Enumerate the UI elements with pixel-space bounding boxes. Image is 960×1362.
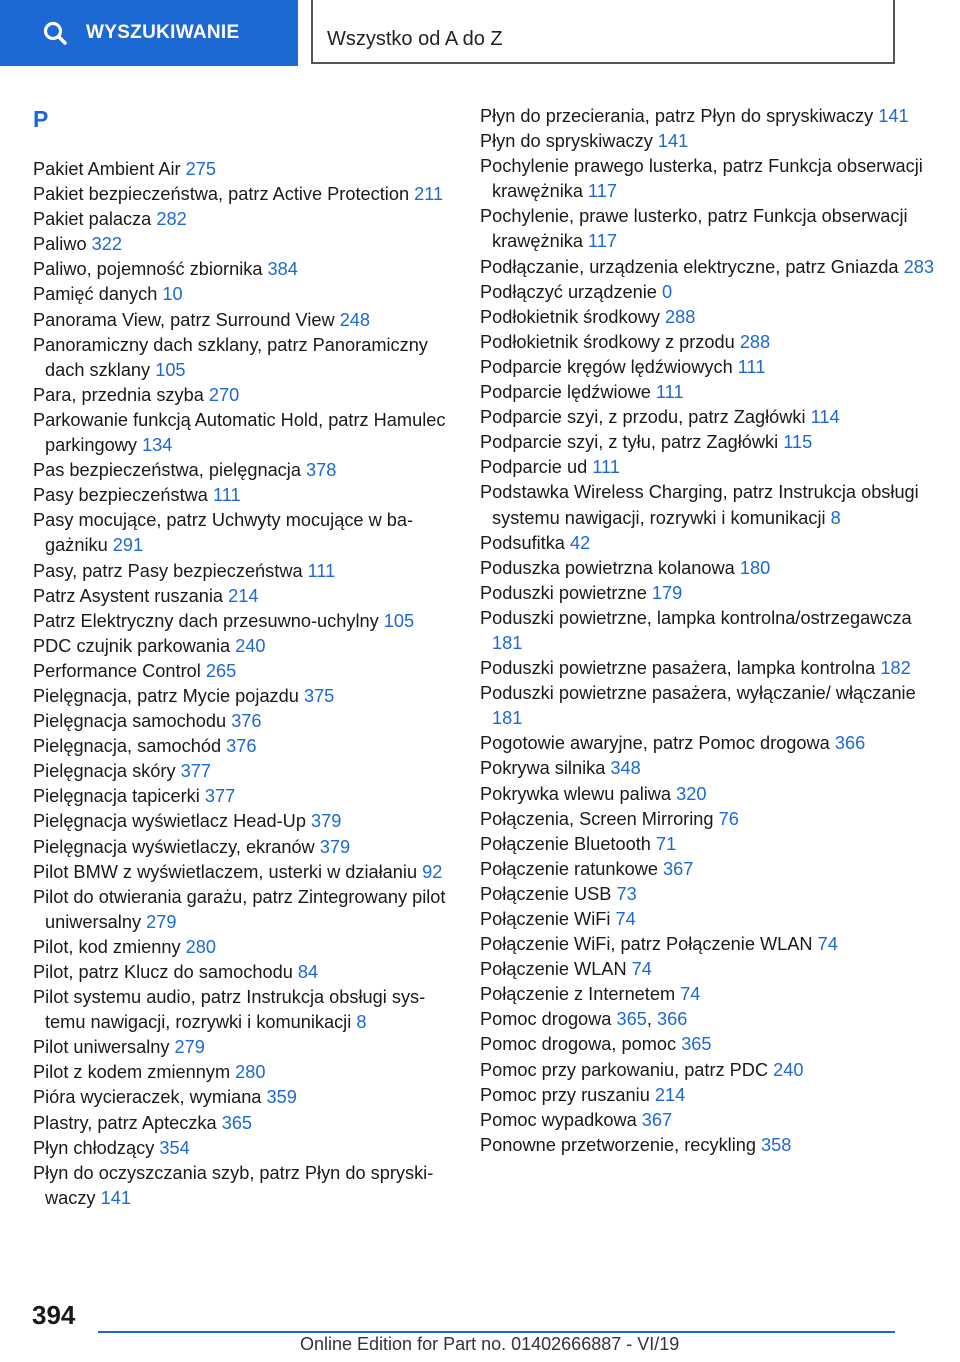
page-link[interactable]: 111 xyxy=(592,457,620,478)
index-entry xyxy=(480,782,935,807)
index-term: Pomoc przy ruszaniu xyxy=(480,1084,650,1105)
index-term: Pilot z kodem zmiennym xyxy=(33,1062,231,1083)
index-entry xyxy=(480,531,935,556)
index-term: Pilot, patrz Klucz do samochodu xyxy=(33,962,293,982)
search-tab-label: WYSZUKIWANIE xyxy=(86,22,240,43)
index-entry xyxy=(33,709,453,734)
index-entry xyxy=(480,832,935,857)
page-link[interactable]: 379 xyxy=(311,811,342,832)
index-term: Pilot uniwersalny xyxy=(33,1037,170,1058)
index-term: Pióra wycieraczek, wymiana xyxy=(33,1087,262,1108)
page-link[interactable]: 0 xyxy=(661,281,673,302)
index-term: Płyn do przecierania, patrz Płyn do spryskiwaczy xyxy=(480,106,874,126)
page-link[interactable]: 376 xyxy=(226,736,257,757)
index-term: Paliwo, pojemność zbiornika xyxy=(33,259,263,280)
page-link[interactable]: 270 xyxy=(208,384,240,405)
index-term: Pilot systemu audio, patrz Instrukcja obsługi systemu nawigacji, rozrywki i komunikacji xyxy=(33,987,426,1033)
index-entry xyxy=(480,556,935,581)
index-term: Pielęgnacja wyświetlacz Head-Up xyxy=(33,811,306,832)
index-entry xyxy=(33,508,453,558)
index-term: Plastry, patrz Apteczka xyxy=(33,1112,217,1133)
page-link[interactable]: 282 xyxy=(156,209,187,230)
index-entry xyxy=(480,330,935,355)
page-link[interactable]: 141 xyxy=(657,131,689,152)
index-list-left xyxy=(33,157,453,1211)
index-entry xyxy=(33,308,453,333)
index-term: Pochylenie, prawe lusterko, patrz Funkcja obserwacji krawężnika xyxy=(480,206,908,252)
page-link[interactable]: 114 xyxy=(810,407,840,428)
page-link[interactable]: 240 xyxy=(773,1059,804,1080)
index-entry xyxy=(33,282,453,307)
page-link[interactable]: 265 xyxy=(205,660,237,681)
page-link[interactable]: 42 xyxy=(570,532,591,553)
page-link[interactable]: 84 xyxy=(297,962,319,982)
index-entry xyxy=(33,809,453,834)
index-entry xyxy=(33,734,453,759)
page-link[interactable]: 366 xyxy=(834,733,866,754)
index-entry xyxy=(33,483,453,508)
index-entry xyxy=(480,154,935,204)
page-link[interactable]: 384 xyxy=(267,259,298,280)
page-link[interactable]: 376 xyxy=(231,711,262,732)
index-term: Podparcie kręgów lędźwiowych xyxy=(480,356,733,377)
page-link[interactable]: 71 xyxy=(655,833,677,854)
index-entry xyxy=(33,1060,453,1085)
index-entry xyxy=(480,280,935,305)
index-term: Pasy, patrz Pasy bezpieczeństwa xyxy=(33,560,303,581)
page-link[interactable]: 74 xyxy=(817,934,838,955)
index-column-right xyxy=(480,104,935,1158)
index-entry xyxy=(480,982,935,1007)
index-entry: Pomoc drogowa 365, 366 xyxy=(480,1009,688,1030)
index-entry xyxy=(33,985,453,1035)
page-link[interactable]: 74 xyxy=(680,984,701,1005)
index-term: Pielęgnacja samochodu xyxy=(33,711,227,732)
index-entry xyxy=(480,355,935,380)
page-link[interactable]: 141 xyxy=(100,1187,131,1208)
index-term: Ponowne przetworzenie, recykling xyxy=(480,1134,756,1155)
index-term: Połączenie WiFi xyxy=(480,909,611,929)
page-link[interactable]: 179 xyxy=(651,582,683,603)
index-term: Pokrywka wlewu paliwa xyxy=(480,783,672,804)
index-term: Panorama View, patrz Surround View xyxy=(33,309,335,330)
index-entry xyxy=(480,681,935,731)
index-term: Pomoc wypadkowa xyxy=(480,1109,637,1130)
index-term: Poduszki powietrzne pasażera, lampka kontrolna xyxy=(480,658,876,679)
page-link[interactable]: 115 xyxy=(783,432,813,453)
index-term: Połączenie USB xyxy=(480,883,612,904)
page-link[interactable]: 74 xyxy=(631,959,652,980)
page-link[interactable]: 134 xyxy=(142,435,173,456)
index-term: Performance Control xyxy=(33,660,201,681)
index-entry xyxy=(33,1111,453,1136)
index-term: Podparcie ud xyxy=(480,457,588,478)
index-entry xyxy=(33,784,453,809)
index-term: Patrz Asystent ruszania xyxy=(33,585,224,606)
page-link[interactable]: 10 xyxy=(162,284,183,305)
page-link[interactable]: 117 xyxy=(588,181,618,202)
index-term: Pogotowie awaryjne, patrz Pomoc drogowa xyxy=(480,733,830,754)
page-link[interactable]: 8 xyxy=(356,1012,367,1033)
page-link[interactable]: 280 xyxy=(185,936,217,957)
footer-divider xyxy=(98,1331,895,1333)
index-term: Panoramiczny dach szklany, patrz Panoramiczny dach szklany xyxy=(33,334,428,380)
page-link[interactable]: 367 xyxy=(663,858,694,879)
index-term: Połączenie z Internetem xyxy=(480,984,676,1005)
page-link[interactable]: 291 xyxy=(112,535,144,556)
page-link[interactable]: 348 xyxy=(610,758,641,779)
index-column-left xyxy=(33,104,453,1211)
index-term: Pielęgnacja, patrz Mycie pojazdu xyxy=(33,685,299,706)
index-term: Pilot BMW z wyświetlaczem, usterki w działaniu xyxy=(33,861,418,882)
index-entry xyxy=(33,1161,453,1211)
page-link[interactable]: 73 xyxy=(616,883,637,904)
search-icon xyxy=(42,20,68,46)
page-link[interactable]: 105 xyxy=(155,359,186,380)
page-link[interactable]: 181 xyxy=(492,708,523,729)
index-entry xyxy=(480,857,935,882)
index-term: Poduszki powietrzne xyxy=(480,582,647,603)
index-entry xyxy=(33,383,453,408)
page-link[interactable]: 105 xyxy=(383,610,415,631)
page-link[interactable]: 358 xyxy=(761,1134,792,1155)
index-term: Patrz Elektryczny dach przesuwno-uchylny xyxy=(33,610,379,631)
index-entry xyxy=(480,104,935,129)
page-link[interactable]: 378 xyxy=(306,460,337,481)
index-entry xyxy=(33,960,453,985)
index-term: Podstawka Wireless Charging, patrz Instrukcja obsługi systemu nawigacji, rozrywki i komunikacji xyxy=(480,482,919,528)
index-entry xyxy=(480,882,935,907)
index-entry xyxy=(33,408,453,458)
index-term: Pilot, kod zmienny xyxy=(33,936,181,957)
page-link[interactable]: 365 xyxy=(221,1112,253,1133)
index-term: Paliwo xyxy=(33,234,87,255)
index-entry xyxy=(33,835,453,860)
index-entry xyxy=(480,807,935,832)
index-term: Płyn chłodzący xyxy=(33,1137,155,1158)
section-title-tab[interactable]: Wszystko od A do Z xyxy=(311,0,895,64)
page-link[interactable]: 359 xyxy=(266,1087,297,1108)
page-link[interactable]: 8 xyxy=(830,507,841,528)
index-entry xyxy=(480,756,935,781)
index-entry xyxy=(33,634,453,659)
page-link[interactable]: 111 xyxy=(307,560,336,581)
index-term: Połączenie WLAN xyxy=(480,959,627,980)
page-link[interactable]: 377 xyxy=(204,786,236,807)
index-entry xyxy=(480,907,935,932)
index-term: Podparcie szyi, z przodu, patrz Zagłówki xyxy=(480,407,806,428)
index-entry xyxy=(480,129,935,154)
page-link[interactable]: 365 xyxy=(616,1009,647,1030)
index-entry xyxy=(480,1083,935,1108)
index-list-right xyxy=(480,104,935,1158)
index-entry xyxy=(480,305,935,330)
index-term: Pomoc przy parkowaniu, patrz PDC xyxy=(480,1059,769,1080)
index-term: Pomoc drogowa, pomoc xyxy=(480,1034,677,1055)
index-entry xyxy=(33,182,453,207)
page-link[interactable]: 279 xyxy=(174,1037,205,1058)
page-link[interactable]: 366 xyxy=(656,1009,688,1030)
index-entry xyxy=(480,455,935,480)
page-link[interactable]: 214 xyxy=(654,1084,686,1105)
page-link[interactable]: 375 xyxy=(303,685,335,706)
index-entry xyxy=(33,1136,453,1161)
footer-edition: Online Edition for Part no. 01402666887 - VI/19 xyxy=(300,1334,680,1354)
page-link[interactable]: 280 xyxy=(235,1062,266,1083)
index-entry xyxy=(33,885,453,935)
page-link[interactable]: 320 xyxy=(676,783,707,804)
index-entry xyxy=(33,584,453,609)
page-link[interactable]: 111 xyxy=(655,382,684,403)
index-term: Parkowanie funkcją Automatic Hold, patrz Hamulec parkingowy xyxy=(33,409,446,456)
index-entry xyxy=(480,932,935,957)
index-term: Pochylenie prawego lusterka, patrz Funkcja obserwacji krawężnika xyxy=(480,156,923,202)
page-link[interactable]: 111 xyxy=(212,485,241,506)
page-link[interactable]: 279 xyxy=(146,911,177,932)
index-term: Podsufitka xyxy=(480,532,565,553)
index-term: Pielęgnacja wyświetlaczy, ekranów xyxy=(33,836,315,857)
top-navigation xyxy=(0,0,960,66)
index-entry xyxy=(480,204,935,254)
index-term: Pielęgnacja skóry xyxy=(33,761,176,782)
index-term: Pokrywa silnika xyxy=(480,758,606,779)
index-entry xyxy=(480,581,935,606)
index-term: Pas bezpieczeństwa, pielęgnacja xyxy=(33,460,301,481)
index-term: Pasy bezpieczeństwa xyxy=(33,485,208,506)
index-entry xyxy=(480,380,935,405)
index-entry xyxy=(480,1032,935,1057)
index-term: Pielęgnacja, samochód xyxy=(33,736,222,757)
index-entry xyxy=(33,609,453,634)
index-term: Pakiet Ambient Air xyxy=(33,159,181,179)
index-term: Para, przednia szyba xyxy=(33,384,204,405)
index-term: Pomoc drogowa xyxy=(480,1009,612,1030)
page-link[interactable]: 214 xyxy=(228,585,259,606)
index-entry xyxy=(33,559,453,584)
index-term: Pilot do otwierania garażu, patrz Zintegrowany pilot uniwersalny xyxy=(33,886,446,932)
index-term: Połączenie Bluetooth xyxy=(480,833,651,854)
page-link[interactable]: 92 xyxy=(422,861,443,882)
index-term: Podłokietnik środkowy xyxy=(480,306,660,327)
search-tab[interactable] xyxy=(0,0,298,66)
page-link[interactable]: 354 xyxy=(159,1137,190,1158)
page-link[interactable]: 367 xyxy=(641,1109,673,1130)
page-number: 394 xyxy=(32,1300,76,1330)
page-link[interactable]: 248 xyxy=(339,309,371,330)
page-link[interactable]: 111 xyxy=(737,356,766,377)
index-entry xyxy=(480,480,935,530)
index-term: Pakiet palacza xyxy=(33,209,152,230)
page-link[interactable]: 377 xyxy=(180,761,211,782)
index-term: Podłokietnik środkowy z przodu xyxy=(480,331,735,352)
index-entry xyxy=(33,333,453,383)
index-entry xyxy=(33,684,453,709)
page-link[interactable]: 74 xyxy=(615,909,636,929)
index-term: Podparcie szyi, z tyłu, patrz Zagłówki xyxy=(480,432,779,453)
index-entry xyxy=(480,405,935,430)
index-entry xyxy=(33,860,453,885)
index-term: Podłączyć urządzenie xyxy=(480,281,662,302)
page-link[interactable]: 283 xyxy=(903,256,934,277)
page-link[interactable]: 365 xyxy=(681,1034,712,1055)
index-term: Płyn do oczyszczania szyb, patrz Płyn do spryskiwaczy xyxy=(33,1162,434,1208)
index-entry xyxy=(33,659,453,684)
index-entry xyxy=(33,759,453,784)
index-entry xyxy=(33,1035,453,1060)
index-entry xyxy=(480,606,935,656)
index-term: Podłączanie, urządzenia elektryczne, patrz Gniazda xyxy=(480,256,899,277)
index-entry xyxy=(480,430,935,455)
page-link[interactable]: 240 xyxy=(235,635,266,656)
page-link[interactable]: 181 xyxy=(492,632,523,653)
index-term: Poduszka powietrzna kolanowa xyxy=(480,557,735,578)
index-term: Połączenie ratunkowe xyxy=(480,858,658,879)
index-entry xyxy=(480,1058,935,1083)
index-term: Pakiet bezpieczeństwa, patrz Active Protection xyxy=(33,184,410,205)
index-entry xyxy=(33,157,453,182)
index-entry xyxy=(33,458,453,483)
page-link[interactable]: 182 xyxy=(880,658,911,679)
page-link[interactable]: 211 xyxy=(414,184,444,205)
index-entry xyxy=(33,1085,453,1110)
index-entry xyxy=(480,255,935,280)
page-link[interactable]: 275 xyxy=(185,159,217,179)
index-term: Podparcie lędźwiowe xyxy=(480,382,651,403)
page-link[interactable]: 76 xyxy=(718,808,739,829)
index-entry xyxy=(480,957,935,982)
index-entry xyxy=(33,207,453,232)
index-term: Pielęgnacja tapicerki xyxy=(33,786,200,807)
page-link[interactable]: 379 xyxy=(319,836,351,857)
index-term: Poduszki powietrzne pasażera, wyłączanie/ włączanie xyxy=(480,683,916,704)
index-term: Poduszki powietrzne, lampka kontrolna/ostrzegawcza xyxy=(480,607,912,628)
page-link[interactable]: 180 xyxy=(739,557,771,578)
page-link[interactable]: 117 xyxy=(588,231,618,252)
page-link[interactable]: 141 xyxy=(878,106,909,126)
index-term: Połączenia, Screen Mirroring xyxy=(480,808,714,829)
index-entry xyxy=(480,1108,935,1133)
index-entry xyxy=(480,731,935,756)
index-term: Pamięć danych xyxy=(33,284,158,305)
index-term: Pasy mocujące, patrz Uchwyty mocujące w bagażniku xyxy=(33,510,414,556)
page-link[interactable]: 288 xyxy=(739,331,771,352)
page-link[interactable]: 288 xyxy=(665,306,696,327)
index-entry xyxy=(33,257,453,282)
index-entry xyxy=(480,1133,935,1158)
index-term: Płyn do spryskiwaczy xyxy=(480,131,653,152)
index-term: Połączenie WiFi, patrz Połączenie WLAN xyxy=(480,934,813,955)
index-term: PDC czujnik parkowania xyxy=(33,635,231,656)
index-letter-heading: P xyxy=(33,106,49,132)
index-entry xyxy=(480,656,935,681)
index-entry xyxy=(33,935,453,960)
page-link[interactable]: 322 xyxy=(91,234,122,255)
index-entry xyxy=(33,232,453,257)
